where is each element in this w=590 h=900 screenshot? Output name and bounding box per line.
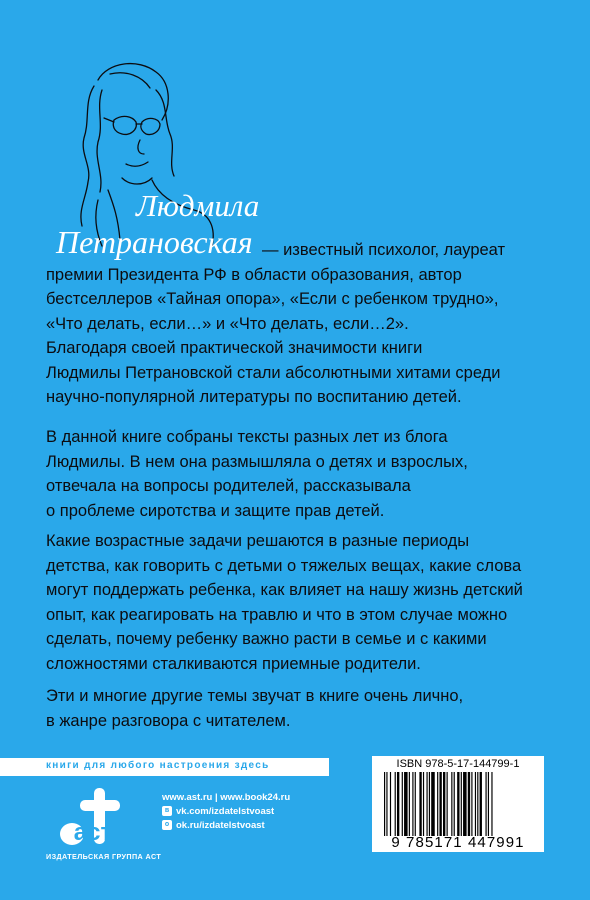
ok-icon: о (162, 820, 172, 830)
barcode-bar (491, 772, 492, 836)
author-last-name: Петрановская (56, 224, 253, 260)
text-line: — известный психолог, лауреат (262, 241, 506, 259)
text-line: В данной книге собраны тексты разных лет из блога (46, 428, 448, 446)
websites-text: www.ast.ru | www.book24.ru (162, 791, 291, 803)
text-line: Какие возрастные задачи решаются в разные периоды (46, 532, 470, 550)
barcode-bar (463, 772, 467, 836)
logo-text: аст (73, 819, 113, 846)
barcode-bar (439, 772, 441, 836)
barcode-bar (475, 772, 476, 836)
text-line: Людмилы Петрановской стали абсолютными хитами среди (46, 363, 501, 382)
barcode-bar (443, 772, 445, 836)
isbn-text: ISBN 978-5-17-144799-1 (396, 758, 520, 770)
barcode-bar (402, 772, 403, 836)
ok-text: ok.ru/izdatelstvoast (176, 819, 265, 831)
barcode-bar (468, 772, 470, 836)
barcode-bar (423, 772, 424, 836)
barcode-bar (471, 772, 472, 836)
barcode-bar (419, 772, 421, 836)
paragraph-3 (46, 529, 546, 676)
text-line: премии Президента РФ в области образования, автор (46, 265, 462, 284)
paragraph-4 (46, 684, 546, 733)
text-line: отвечала на вопросы родителей, рассказывала (46, 477, 411, 495)
vk-text: vk.com/izdatelstvoast (176, 805, 275, 817)
text-line: в жанре разговора с читателем. (46, 711, 291, 730)
publisher-name: ИЗДАТЕЛЬСКАЯ ГРУППА АСТ (46, 852, 162, 861)
barcode (384, 772, 534, 836)
barcode-bar (461, 772, 462, 836)
barcode-bar (404, 772, 408, 836)
barcode-bar (451, 772, 452, 836)
barcode-bar (454, 772, 455, 836)
text-line: научно-популярной литературы по воспитанию детей. (46, 388, 462, 406)
barcode-bar (412, 772, 413, 836)
barcode-digits: 9 785171 447991 (391, 834, 525, 851)
vk-link[interactable] (162, 804, 290, 818)
vk-icon: в (162, 806, 172, 816)
links-block (162, 790, 290, 832)
text-line: Эти и многие другие темы звучат в книге очень лично, (46, 687, 464, 705)
barcode-bar (431, 772, 435, 836)
text-line: опыт, как реагировать на травлю и что в этом случае можно (46, 605, 508, 624)
text-line: сделать, почему ребенку важно расти в семье и с какими (46, 630, 487, 648)
text-line: Благодаря своей практической значимости книги (46, 339, 423, 357)
barcode-bar (457, 772, 459, 836)
barcode-bar (429, 772, 430, 836)
text-line: о проблеме сиротства и защите прав детей. (46, 501, 385, 520)
text-line: могут поддержать ребенка, как влияет на нашу жизнь детский (46, 581, 523, 599)
barcode-bar (477, 772, 478, 836)
barcode-bar (415, 772, 416, 836)
paragraph-1-first-line (262, 238, 590, 263)
text-line: детства, как говорить с детьми о тяжелых вещах, какие слова (46, 556, 522, 575)
barcode-bar (386, 772, 387, 836)
barcode-bar (485, 772, 486, 836)
barcode-bar (390, 772, 391, 836)
barcode-bar (437, 772, 438, 836)
websites-link[interactable] (162, 790, 290, 804)
ast-logo (58, 786, 128, 848)
paragraph-1 (46, 263, 546, 410)
isbn-barcode-box (372, 756, 544, 852)
barcode-bar (447, 772, 448, 836)
text-line: сложностями сталкиваются приемные родители. (46, 654, 421, 673)
barcode-bar (395, 772, 396, 836)
barcode-bar (480, 772, 482, 836)
ok-link[interactable] (162, 818, 290, 832)
barcode-bar (488, 772, 489, 836)
barcode-bar (397, 772, 399, 836)
barcode-bar (426, 772, 427, 836)
tagline: книги для любого настроения здесь (46, 760, 270, 771)
author-first-name: Людмила (136, 188, 260, 223)
paragraph-2 (46, 425, 546, 523)
text-line: «Что делать, если…» и «Что делать, если…2». (46, 314, 409, 333)
text-line: бестселлеров «Тайная опора», «Если с ребенком трудно», (46, 290, 499, 308)
text-line: Людмилы. В нем она размышляла о детях и взрослых, (46, 452, 468, 471)
barcode-bar (409, 772, 410, 836)
barcode-bar (384, 772, 385, 836)
